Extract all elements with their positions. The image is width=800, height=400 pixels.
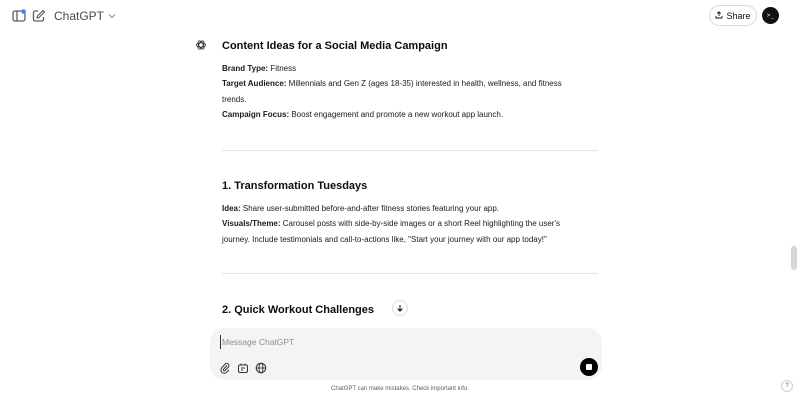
visuals-value: Carousel posts with side-by-side images or a short Reel highlighting the user's journey. Include testimonials and call-to-actions like, "Start your journey with our app today!" [222, 219, 560, 244]
share-label: Share [726, 10, 751, 21]
stop-generating-button[interactable] [580, 358, 598, 376]
campaign-focus-line [222, 107, 600, 123]
model-selector[interactable] [54, 8, 116, 24]
openai-logo-icon [195, 38, 207, 50]
brand-type-value: Fitness [268, 64, 297, 73]
question-mark-icon: ? [785, 383, 789, 389]
paperclip-icon[interactable] [218, 361, 232, 375]
arrow-down-icon [396, 299, 404, 317]
visuals-label: Visuals/Theme: [222, 219, 281, 228]
section-heading-1: 1. Transformation Tuesdays [222, 180, 368, 192]
share-upload-icon [715, 11, 723, 21]
visuals-line [222, 216, 582, 247]
message-input[interactable] [220, 335, 520, 349]
globe-icon[interactable] [254, 361, 268, 375]
idea-value: Share user-submitted before-and-after fitness stories featuring your app. [240, 204, 500, 213]
disclaimer: ChatGPT can make mistakes. Check important info. [331, 386, 469, 392]
sidebar-toggle-icon[interactable] [11, 8, 27, 24]
campaign-focus-label: Campaign Focus: [222, 110, 290, 119]
divider [222, 273, 598, 274]
new-chat-icon[interactable] [31, 8, 47, 24]
section-heading-2: 2. Quick Workout Challenges [222, 304, 374, 316]
target-audience-line [222, 76, 582, 107]
idea-label: Idea: [222, 204, 241, 213]
model-label: ChatGPT [54, 9, 105, 23]
brand-type-label: Brand Type: [222, 64, 269, 73]
message-title: Content Ideas for a Social Media Campaign [222, 40, 448, 52]
message-composer [210, 328, 602, 380]
target-audience-label: Target Audience: [222, 79, 287, 88]
stop-icon [586, 364, 592, 370]
divider [222, 150, 598, 151]
top-bar [0, 0, 800, 32]
scrollbar-thumb[interactable] [791, 246, 797, 270]
brand-type-line [222, 61, 600, 77]
target-audience-value: Millennials and Gen Z (ages 18-35) interested in health, wellness, and fitness trends. [222, 79, 562, 104]
share-button[interactable] [709, 5, 757, 26]
help-button[interactable] [781, 380, 793, 392]
scroll-to-bottom-button[interactable] [392, 300, 408, 316]
campaign-focus-value: Boost engagement and promote a new workout app launch. [289, 110, 504, 119]
avatar-text: >_ [766, 12, 775, 19]
tools-icon[interactable] [236, 361, 250, 375]
chevron-down-icon [108, 11, 116, 21]
avatar[interactable] [762, 7, 779, 24]
idea-line [222, 201, 600, 217]
